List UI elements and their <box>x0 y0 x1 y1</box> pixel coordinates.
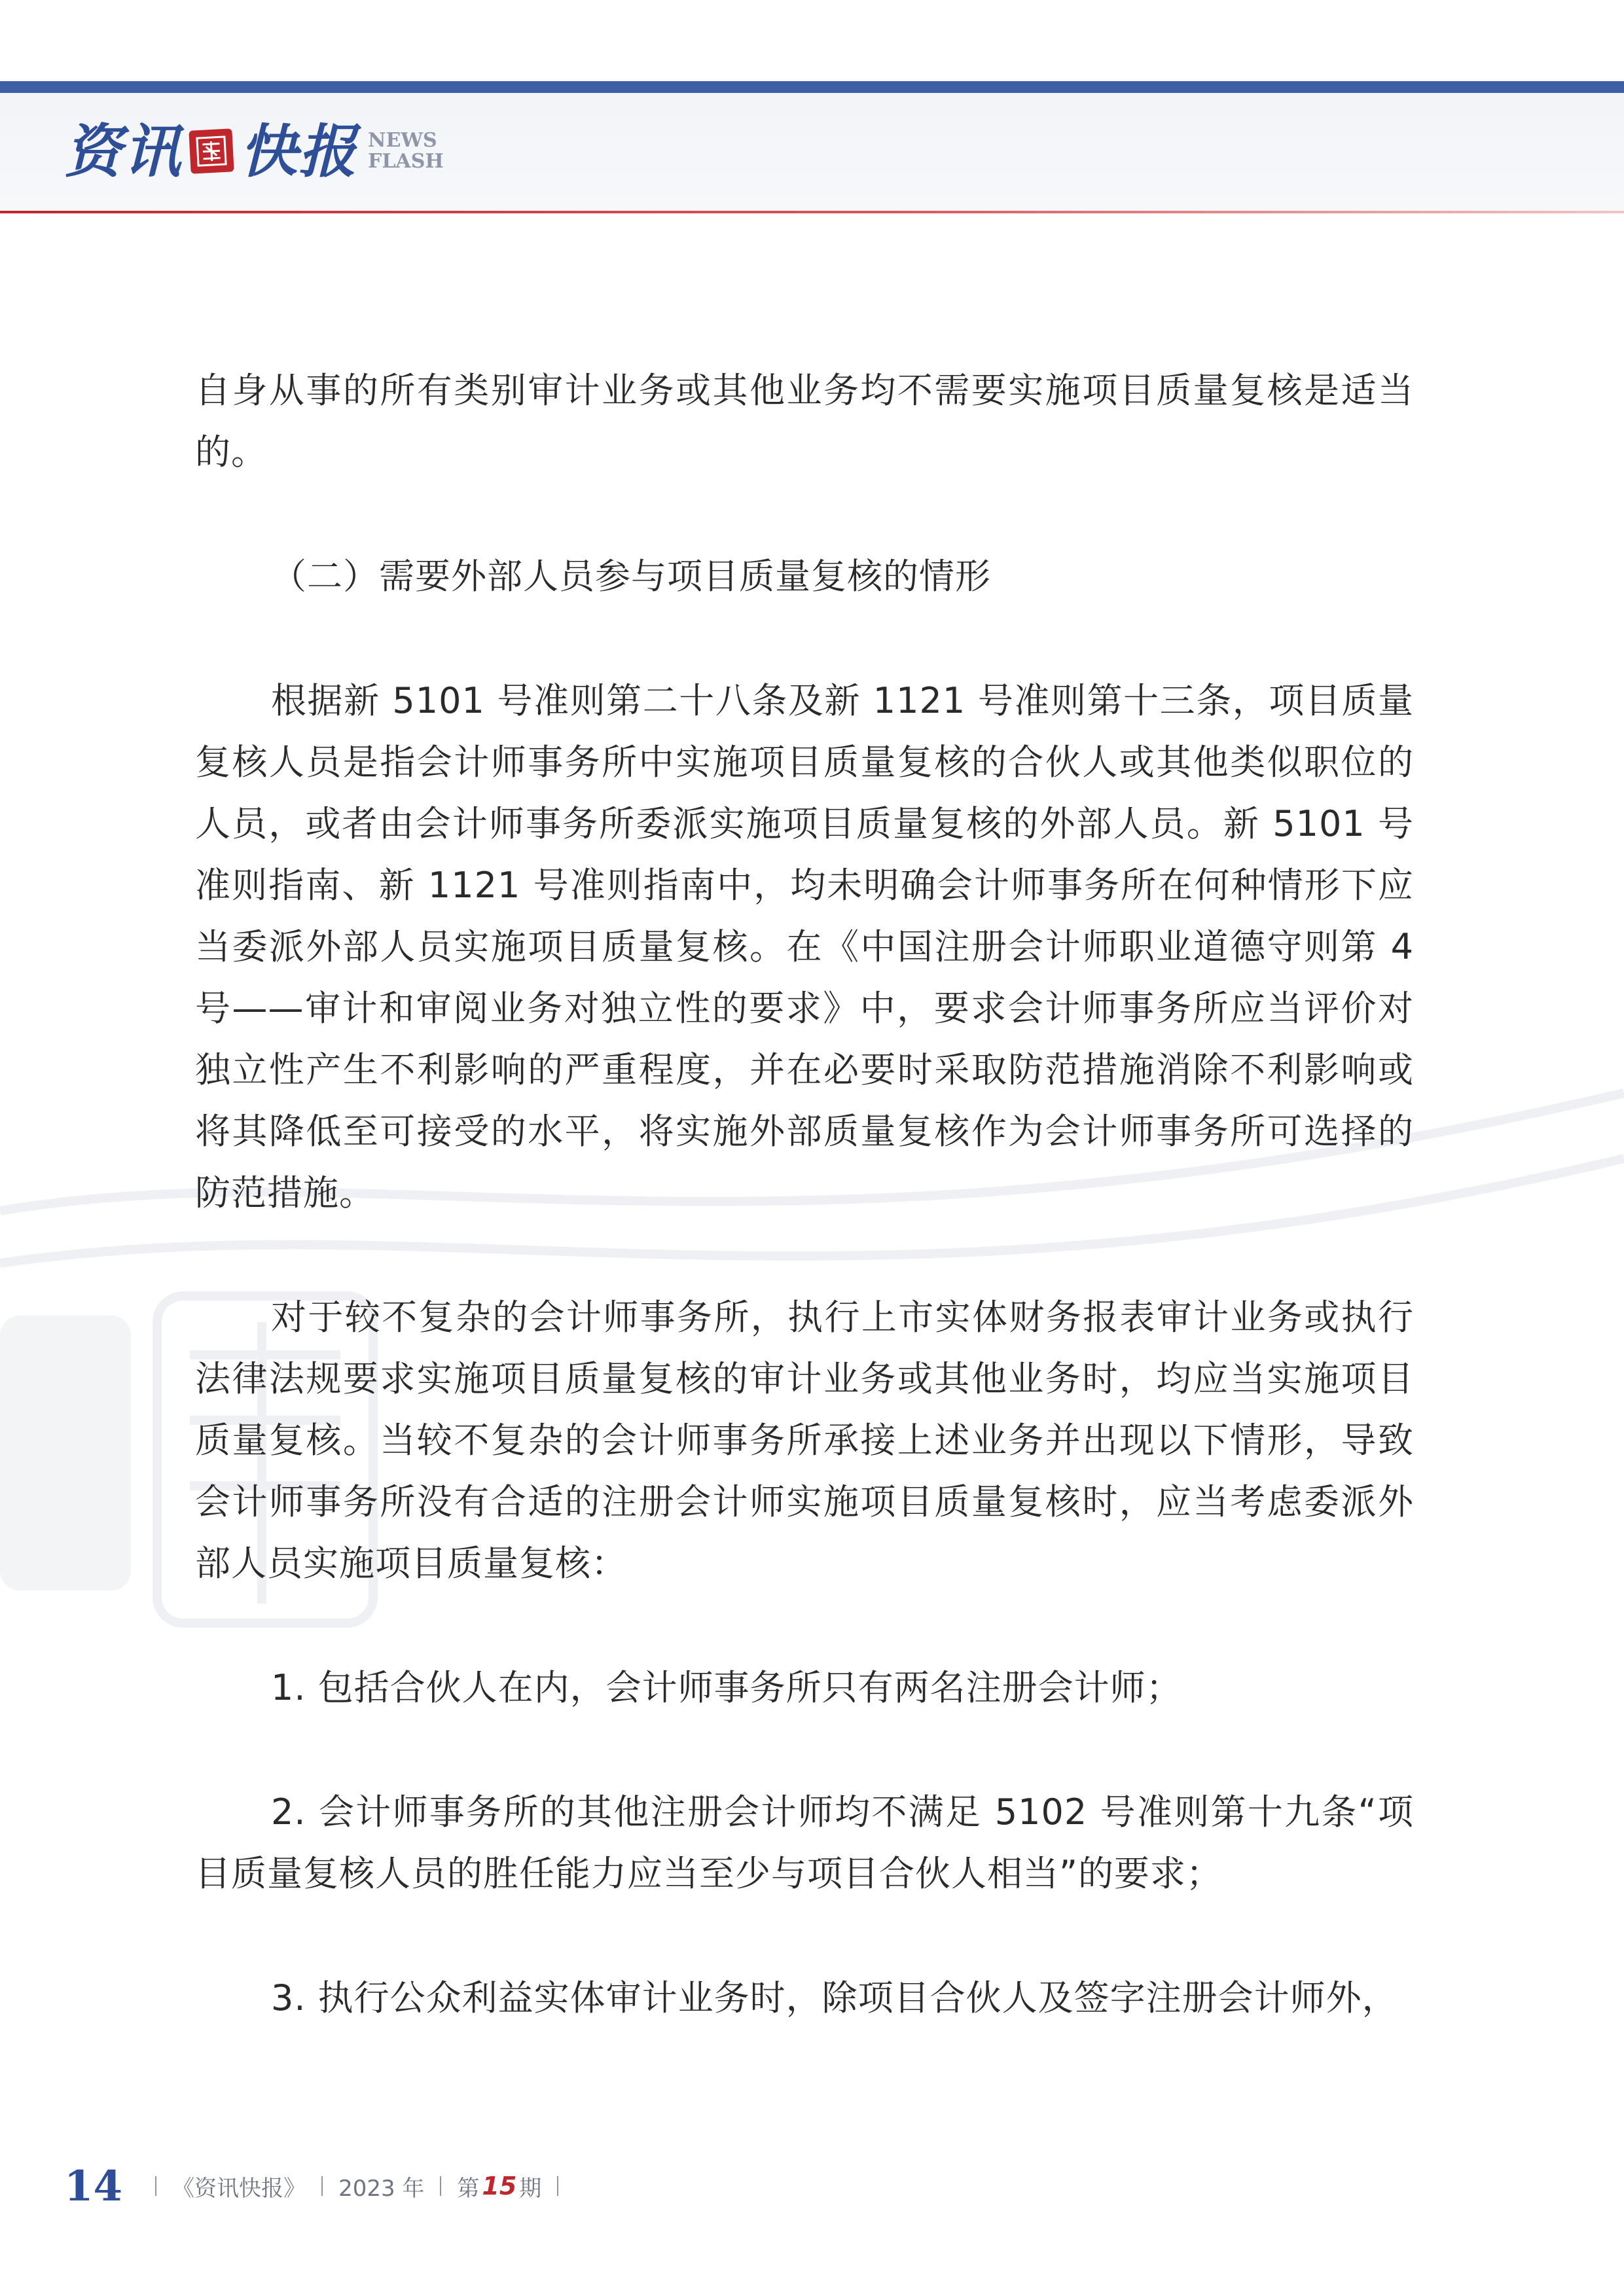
brand-en-line1: NEWS <box>368 129 437 152</box>
footer-issue-prefix: 第 <box>457 2175 480 2202</box>
brand-en-line2: FLASH <box>368 150 444 173</box>
page-number: 14 <box>64 2161 123 2211</box>
brand-title-part2: 快报 <box>240 117 358 185</box>
list-item-3: 3. 执行公众利益实体审计业务时，除项目合伙人及签字注册会计师外， <box>271 1977 1398 2018</box>
header-top-bar <box>0 81 1624 93</box>
brand-logo <box>64 115 444 187</box>
article-body <box>195 360 1414 2029</box>
footer-divider <box>321 2176 323 2196</box>
list-item-1: 1. 包括合伙人在内，会计师事务所只有两名注册会计师； <box>271 1667 1182 1708</box>
page-footer <box>64 2160 574 2212</box>
red-seal-stamp-icon <box>189 128 234 173</box>
list-item-2: 2. 会计师事务所的其他注册会计师均不满足 5102 号准则第十九条“项目质量复核人员的胜任能力应当至少与项目合伙人相当”的要求； <box>195 1791 1414 1894</box>
brand-english-subtitle <box>368 130 444 172</box>
footer-year: 2023 年 <box>338 2175 425 2202</box>
footer-issue-number: 15 <box>482 2172 517 2200</box>
brand-title-part1: 资讯 <box>64 117 183 185</box>
paragraph-continuation: 自身从事的所有类别审计业务或其他业务均不需要实施项目质量复核是适当的。 <box>195 370 1414 473</box>
footer-divider <box>440 2176 441 2196</box>
header-divider-line <box>0 211 1624 213</box>
footer-divider <box>155 2176 156 2196</box>
footer-issue-suffix: 期 <box>519 2175 542 2202</box>
paragraph-less-complex-firms: 对于较不复杂的会计师事务所，执行上市实体财务报表审计业务或执行法律法规要求实施项目质量复核的审计业务或其他业务时，均应当实施项目质量复核。当较不复杂的会计师事务所承接上述业务并出现以下情形，导致会计师事务所没有合适的注册会计师实施项目质量复核时，应当考虑委派外部人员实施项目质量复核： <box>195 1297 1414 1584</box>
paragraph-reviewer-definition: 根据新 5101 号准则第二十八条及新 1121 号准则第十三条，项目质量复核人员是指会计师事务所中实施项目质量复核的合伙人或其他类似职位的人员，或者由会计师事务所委派实施项目质量复核的外部人员。新 5101 号准则指南、新 1121 号准则指南中，均未明确会计师事务所在何种情形下应当委派外部人员实施项目质量复核。在《中国注册会计师职业道德守则第 4 号——审计和审阅业务对独立性的要求》中，要求会计师事务所应当评价对独立性产生不利影响的严重程度，并在必要时采取防范措施消除不利影响或将其降低至可接受的水平，将实施外部质量复核作为会计师事务所可选择的防范措施。 <box>195 680 1414 1213</box>
section-heading: （二）需要外部人员参与项目质量复核的情形 <box>271 556 991 597</box>
footer-divider <box>557 2176 558 2196</box>
footer-publication: 《资讯快报》 <box>172 2175 306 2202</box>
